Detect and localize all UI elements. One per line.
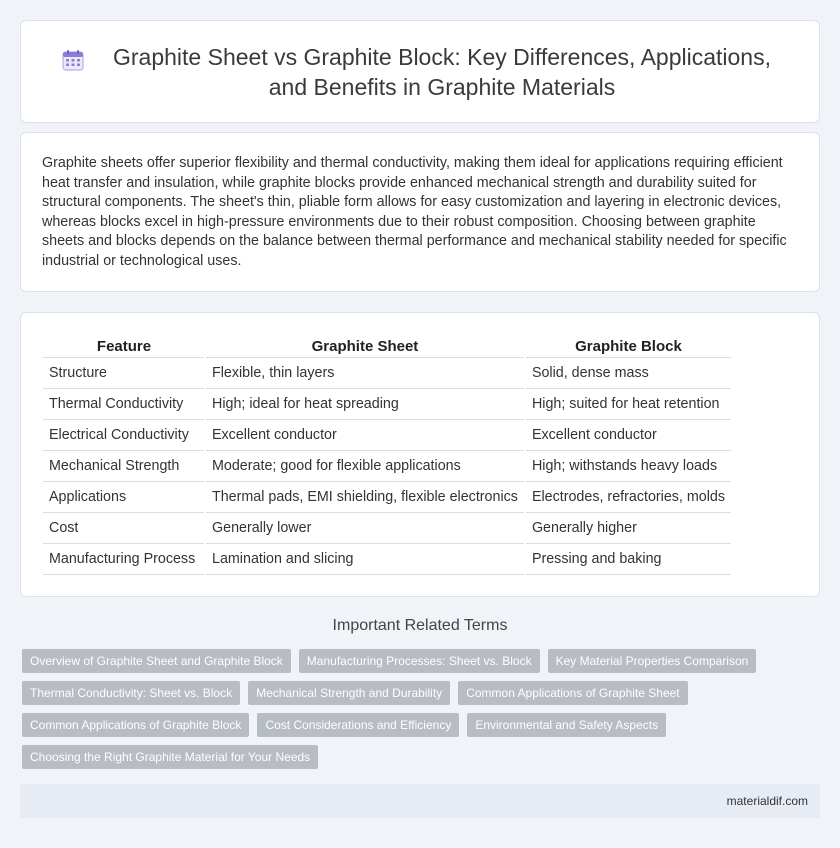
table-header-row [43, 334, 732, 358]
related-term-tag[interactable]: Overview of Graphite Sheet and Graphite Block [22, 649, 291, 673]
table-row [43, 358, 732, 389]
sheet-cell: Excellent conductor [205, 420, 525, 451]
footer [20, 784, 820, 818]
related-term-tag[interactable]: Environmental and Safety Aspects [467, 713, 666, 737]
table-row [43, 513, 732, 544]
sheet-cell: Thermal pads, EMI shielding, flexible electronics [205, 482, 525, 513]
intro-paragraph: Graphite sheets offer superior flexibility and thermal conductivity, making them ideal for applications requiring efficient heat transfer and insulation, while graphite blocks provide enhanced mechanical strength and durability suited for structural components. The sheet's thin, pliable form allows for easy customization and layering in electronic devices, whereas blocks excel in high-pressure environments due to their robust composition. Choosing between graphite sheets and blocks depends on the balance between thermal performance and mechanical stability needed for specific industrial or technological uses. [42, 155, 787, 269]
feature-cell: Manufacturing Process [43, 544, 205, 575]
table-row [43, 482, 732, 513]
comparison-table [43, 334, 733, 575]
table-row [43, 420, 732, 451]
related-term-tag[interactable]: Manufacturing Processes: Sheet vs. Block [299, 649, 540, 673]
header-graphite-sheet: Graphite Sheet [205, 334, 525, 358]
feature-cell: Mechanical Strength [43, 451, 205, 482]
related-term-tag[interactable]: Thermal Conductivity: Sheet vs. Block [22, 681, 240, 705]
feature-cell: Thermal Conductivity [43, 389, 205, 420]
feature-cell: Electrical Conductivity [43, 420, 205, 451]
block-cell: Electrodes, refractories, molds [525, 482, 732, 513]
feature-cell: Cost [43, 513, 205, 544]
header-feature: Feature [43, 334, 205, 358]
block-cell: Excellent conductor [525, 420, 732, 451]
table-row [43, 451, 732, 482]
block-cell: Generally higher [525, 513, 732, 544]
footer-site-link[interactable]: materialdif.com [726, 794, 808, 808]
calendar-grid-icon [61, 48, 85, 72]
sheet-cell: Generally lower [205, 513, 525, 544]
title-card [20, 20, 820, 123]
header-graphite-block: Graphite Block [525, 334, 732, 358]
comparison-card [20, 312, 820, 597]
feature-cell: Structure [43, 358, 205, 389]
related-terms-list [22, 649, 802, 777]
sheet-cell: Moderate; good for flexible applications [205, 451, 525, 482]
related-terms-heading: Important Related Terms [332, 617, 508, 634]
related-term-tag[interactable]: Cost Considerations and Efficiency [257, 713, 459, 737]
block-cell: Pressing and baking [525, 544, 732, 575]
related-term-tag[interactable]: Key Material Properties Comparison [548, 649, 757, 673]
sheet-cell: High; ideal for heat spreading [205, 389, 525, 420]
page-title: Graphite Sheet vs Graphite Block: Key Differences, Applications, and Benefits in Graphite Materials [113, 43, 771, 100]
intro-card [20, 132, 820, 292]
block-cell: High; withstands heavy loads [525, 451, 732, 482]
block-cell: High; suited for heat retention [525, 389, 732, 420]
sheet-cell: Flexible, thin layers [205, 358, 525, 389]
sheet-cell: Lamination and slicing [205, 544, 525, 575]
related-term-tag[interactable]: Mechanical Strength and Durability [248, 681, 450, 705]
related-term-tag[interactable]: Choosing the Right Graphite Material for Your Needs [22, 745, 318, 769]
feature-cell: Applications [43, 482, 205, 513]
block-cell: Solid, dense mass [525, 358, 732, 389]
related-term-tag[interactable]: Common Applications of Graphite Sheet [458, 681, 687, 705]
related-term-tag[interactable]: Common Applications of Graphite Block [22, 713, 249, 737]
table-row [43, 389, 732, 420]
table-row [43, 544, 732, 575]
